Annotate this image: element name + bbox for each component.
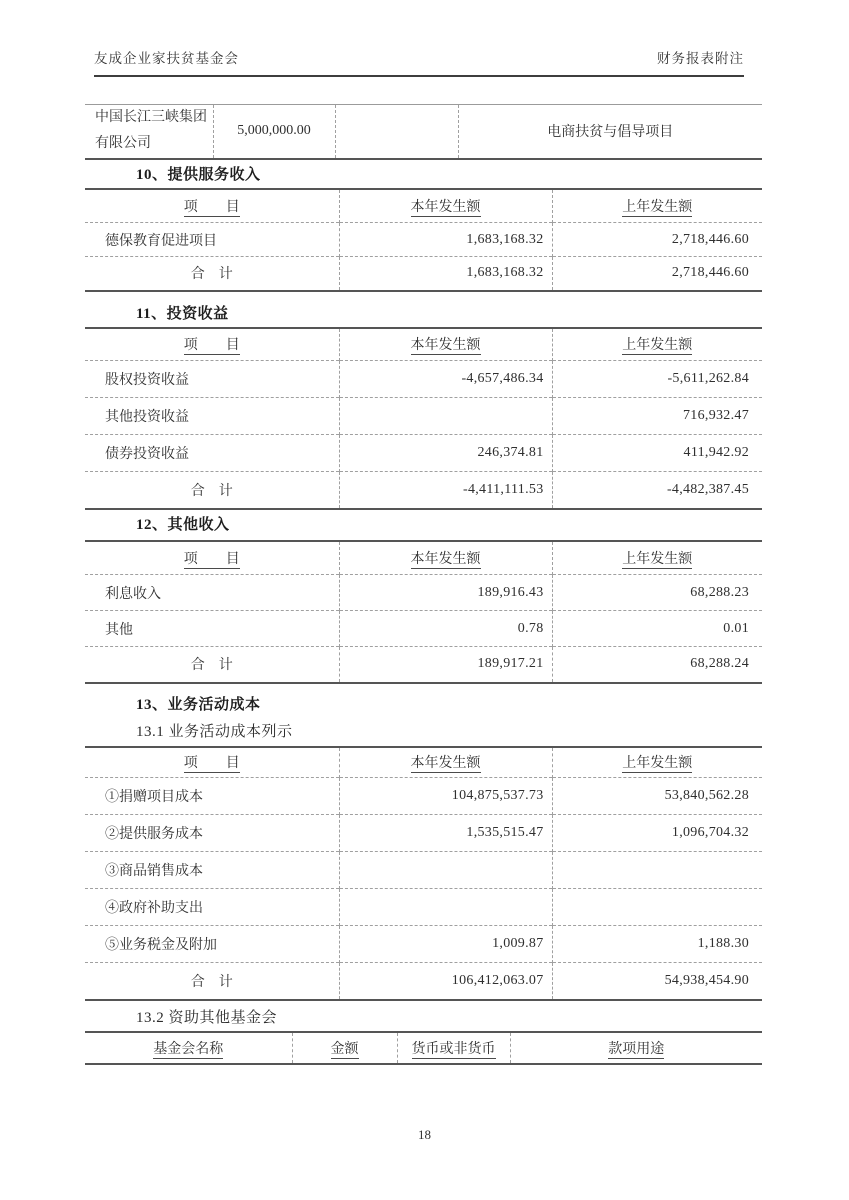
header-prior-year-label: 上年发生额 [622, 551, 693, 567]
cell-item: 股权投资收益 [85, 361, 339, 398]
cell-item: 债券投资收益 [85, 435, 339, 472]
cell-prior-year: -5,611,262.84 [552, 361, 762, 398]
header-doc-title: 财务报表附注 [657, 51, 744, 66]
cell-prior-year: 716,932.47 [552, 398, 762, 435]
header-item [85, 541, 339, 575]
section-13-2-table [85, 1031, 762, 1065]
header-item-label: 项 目 [183, 756, 240, 772]
cell-donor-name: 中国长江三峡集团有限公司 [95, 110, 207, 152]
table-row [85, 852, 762, 889]
cell-current-year: 1,009.87 [339, 926, 552, 963]
cell-prior-year: 2,718,446.60 [552, 223, 762, 257]
table-header-row [85, 747, 762, 778]
section-13-2-heading: 13.2 资助其他基金会 [136, 1009, 278, 1026]
cell-total-prior-year: -4,482,387.45 [552, 472, 762, 509]
cell-purpose: 电商扶贫与倡导项目 [458, 105, 762, 159]
cell-amount: 5,000,000.00 [213, 105, 335, 159]
header-item-label: 项 目 [183, 338, 240, 354]
section-10-heading: 10、提供服务收入 [136, 166, 261, 183]
cell-total-current-year: 189,917.21 [339, 647, 552, 683]
cell-total-prior-year: 68,288.24 [552, 647, 762, 683]
cell-total-label: 合 计 [85, 472, 339, 509]
header-item [85, 328, 339, 361]
header-monetary-label: 货币或非货币 [411, 1041, 496, 1057]
section-13-1-heading: 13.1 业务活动成本列示 [136, 723, 293, 740]
section-12-heading: 12、其他收入 [136, 516, 230, 533]
table-total-row [85, 472, 762, 509]
table-header-row [85, 189, 762, 223]
header-current-year [339, 328, 552, 361]
header-prior-year-label: 上年发生额 [622, 338, 693, 354]
section-10-table [85, 188, 762, 292]
cell-blank [335, 105, 458, 159]
header-foundation-name [85, 1032, 292, 1064]
header-amount-label: 金额 [330, 1041, 359, 1057]
table-row [85, 435, 762, 472]
table-row [85, 778, 762, 815]
header-item-label: 项 目 [183, 199, 240, 215]
cell-current-year [339, 398, 552, 435]
cell-total-label: 合 计 [85, 257, 339, 291]
table-row [85, 815, 762, 852]
cell-total-current-year: 1,683,168.32 [339, 257, 552, 291]
cell-prior-year: 411,942.92 [552, 435, 762, 472]
header-current-year-label: 本年发生额 [410, 199, 481, 215]
cell-current-year: 189,916.43 [339, 575, 552, 611]
table-total-row [85, 647, 762, 683]
header-current-year [339, 189, 552, 223]
carryover-table [85, 104, 762, 160]
section-13-1-table [85, 746, 762, 1001]
table-row [85, 611, 762, 647]
cell-current-year: 0.78 [339, 611, 552, 647]
header-prior-year [552, 328, 762, 361]
cell-current-year: 1,683,168.32 [339, 223, 552, 257]
cell-item: 利息收入 [85, 575, 339, 611]
header-usage-label: 款项用途 [608, 1041, 665, 1057]
cell-item: ⑤业务税金及附加 [85, 926, 339, 963]
cell-current-year: 246,374.81 [339, 435, 552, 472]
cell-item: 其他投资收益 [85, 398, 339, 435]
cell-prior-year: 1,096,704.32 [552, 815, 762, 852]
header-prior-year [552, 189, 762, 223]
cell-current-year [339, 889, 552, 926]
cell-total-label: 合 计 [85, 963, 339, 1000]
header-prior-year [552, 747, 762, 778]
cell-item: 其他 [85, 611, 339, 647]
cell-total-prior-year: 2,718,446.60 [552, 257, 762, 291]
section-13-heading: 13、业务活动成本 [136, 696, 261, 713]
header-item [85, 747, 339, 778]
table-row [85, 398, 762, 435]
cell-total-current-year: 106,412,063.07 [339, 963, 552, 1000]
header-current-year-label: 本年发生额 [410, 338, 481, 354]
cell-total-current-year: -4,411,111.53 [339, 472, 552, 509]
cell-item: ④政府补助支出 [85, 889, 339, 926]
page-header [94, 0, 744, 77]
cell-total-prior-year: 54,938,454.90 [552, 963, 762, 1000]
section-11-table [85, 327, 762, 510]
section-12-table [85, 540, 762, 684]
table-row [85, 105, 762, 159]
cell-prior-year: 68,288.23 [552, 575, 762, 611]
cell-item: ③商品销售成本 [85, 852, 339, 889]
header-amount [292, 1032, 397, 1064]
cell-prior-year: 1,188.30 [552, 926, 762, 963]
header-monetary [397, 1032, 510, 1064]
cell-current-year: 1,535,515.47 [339, 815, 552, 852]
table-header-row [85, 541, 762, 575]
header-current-year-label: 本年发生额 [410, 756, 481, 772]
cell-item: 德保教育促进项目 [85, 223, 339, 257]
cell-prior-year [552, 852, 762, 889]
table-row [85, 575, 762, 611]
table-total-row [85, 257, 762, 291]
header-usage [510, 1032, 762, 1064]
cell-current-year: 104,875,537.73 [339, 778, 552, 815]
cell-prior-year: 53,840,562.28 [552, 778, 762, 815]
table-header-row [85, 1032, 762, 1064]
header-foundation-name-label: 基金会名称 [153, 1041, 224, 1057]
cell-total-label: 合 计 [85, 647, 339, 683]
cell-item: ①捐赠项目成本 [85, 778, 339, 815]
header-prior-year [552, 541, 762, 575]
cell-prior-year: 0.01 [552, 611, 762, 647]
header-org-name: 友成企业家扶贫基金会 [94, 51, 239, 66]
cell-prior-year [552, 889, 762, 926]
cell-current-year [339, 852, 552, 889]
header-current-year [339, 747, 552, 778]
section-11-heading: 11、投资收益 [136, 305, 229, 322]
table-total-row [85, 963, 762, 1000]
header-current-year-label: 本年发生额 [410, 551, 481, 567]
header-current-year [339, 541, 552, 575]
table-row [85, 361, 762, 398]
table-row [85, 889, 762, 926]
header-item-label: 项 目 [183, 551, 240, 567]
header-item [85, 189, 339, 223]
table-header-row [85, 328, 762, 361]
cell-item: ②提供服务成本 [85, 815, 339, 852]
cell-current-year: -4,657,486.34 [339, 361, 552, 398]
header-prior-year-label: 上年发生额 [622, 199, 693, 215]
table-row [85, 926, 762, 963]
page-number: 18 [418, 1126, 431, 1142]
table-row [85, 223, 762, 257]
header-prior-year-label: 上年发生额 [622, 756, 693, 772]
